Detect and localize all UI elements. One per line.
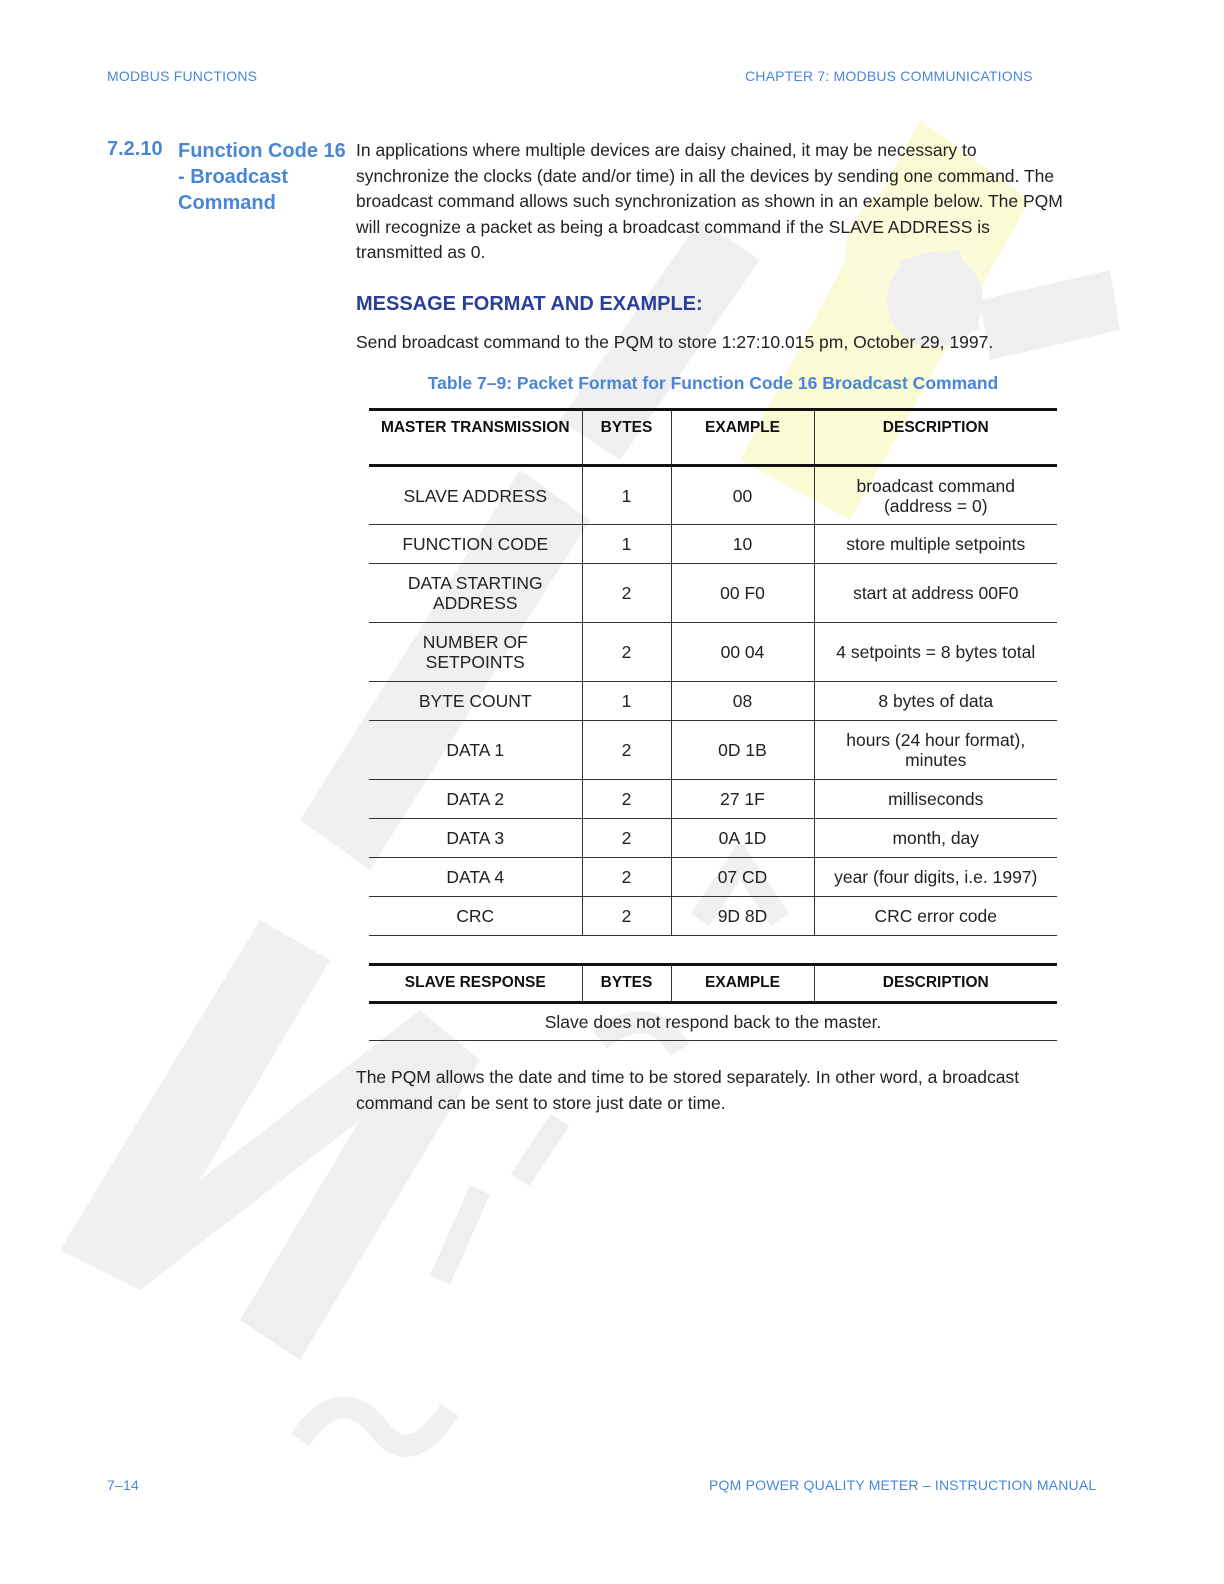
table-cell: 07 CD <box>671 858 814 897</box>
closing-paragraph: The PQM allows the date and time to be stored separately. In other word, a broadcast command can be sent to store just date or time. <box>356 1067 1020 1113</box>
table-cell: DATA 3 <box>446 828 505 848</box>
table-cell: store multiple setpoints <box>814 525 1057 564</box>
table-cell: 0A 1D <box>671 819 814 858</box>
table-cell: 1 <box>582 682 671 721</box>
table-row <box>369 682 1057 721</box>
column-header: EXAMPLE <box>671 965 814 1003</box>
table-cell: 2 <box>582 858 671 897</box>
table-row <box>369 1003 1057 1041</box>
table-row <box>369 525 1057 564</box>
slave-response-table <box>369 963 1057 1041</box>
column-header: DESCRIPTION <box>814 410 1057 466</box>
page-number: 7–14 <box>107 1477 139 1493</box>
table-cell: 00 <box>671 466 814 525</box>
table-cell: 08 <box>671 682 814 721</box>
table-cell: 00 04 <box>671 623 814 682</box>
table-cell: 10 <box>671 525 814 564</box>
table-cell: start at address 00F0 <box>814 564 1057 623</box>
table-cell: 2 <box>582 564 671 623</box>
example-description: Send broadcast command to the PQM to store 1:27:10.015 pm, October 29, 1997. <box>356 332 994 352</box>
table-row <box>369 780 1057 819</box>
subheading: MESSAGE FORMAT AND EXAMPLE: <box>356 293 703 315</box>
running-header-right: CHAPTER 7: MODBUS COMMUNICATIONS <box>745 68 1033 84</box>
table-cell: DATA 2 <box>446 789 505 809</box>
table-cell: CRC <box>456 906 495 926</box>
section-number: 7.2.10 <box>107 138 163 160</box>
table-row <box>369 858 1057 897</box>
table-cell: 2 <box>582 897 671 936</box>
table-cell: 4 setpoints = 8 bytes total <box>814 623 1057 682</box>
master-transmission-table <box>369 408 1057 936</box>
section-title: Function Code 16 - Broadcast Command <box>178 140 346 214</box>
table-caption: Table 7–9: Packet Format for Function Code 16 Broadcast Command <box>427 373 999 393</box>
table-row <box>369 466 1057 525</box>
table-cell: DATA STARTING ADDRESS <box>407 573 543 613</box>
table-cell: 1 <box>582 525 671 564</box>
table-cell: year (four digits, i.e. 1997) <box>814 858 1057 897</box>
table-cell: 00 F0 <box>671 564 814 623</box>
column-header: DESCRIPTION <box>814 965 1057 1003</box>
table-cell: 2 <box>582 623 671 682</box>
column-header: SLAVE RESPONSE <box>404 974 546 991</box>
table-row <box>369 897 1057 936</box>
column-header: MASTER TRANSMISSION <box>380 419 570 436</box>
table-cell: NUMBER OF SETPOINTS <box>422 632 528 672</box>
table-cell: broadcast command (address = 0) <box>814 466 1057 525</box>
table-cell: 27 1F <box>671 780 814 819</box>
table-cell: CRC error code <box>814 897 1057 936</box>
table-header-row <box>369 410 1057 466</box>
table-row <box>369 721 1057 780</box>
table-cell: 0D 1B <box>671 721 814 780</box>
table-cell: 1 <box>582 466 671 525</box>
column-header: BYTES <box>582 410 671 466</box>
table-cell: BYTE COUNT <box>418 691 532 711</box>
table-cell: 2 <box>582 721 671 780</box>
table-row <box>369 564 1057 623</box>
table-cell: FUNCTION CODE <box>402 534 549 554</box>
table-cell: 8 bytes of data <box>814 682 1057 721</box>
column-header: EXAMPLE <box>671 410 814 466</box>
table-header-row <box>369 965 1057 1003</box>
table-row <box>369 819 1057 858</box>
table-cell: 2 <box>582 780 671 819</box>
table-cell: DATA 4 <box>446 867 505 887</box>
table-cell: milliseconds <box>814 780 1057 819</box>
table-cell: hours (24 hour format), minutes <box>814 721 1057 780</box>
table-cell: 9D 8D <box>671 897 814 936</box>
running-header-left: MODBUS FUNCTIONS <box>107 68 258 84</box>
table-row <box>369 623 1057 682</box>
column-header: BYTES <box>582 965 671 1003</box>
table-cell: month, day <box>814 819 1057 858</box>
slave-response-note: Slave does not respond back to the master. <box>544 1012 882 1032</box>
table-cell: 2 <box>582 819 671 858</box>
table-cell: DATA 1 <box>446 740 505 760</box>
intro-paragraph: In applications where multiple devices are daisy chained, it may be necessary to synchronize the clocks (date and/or time) in all the devices by sending one command. The broadcast command allows such synchronization as shown in an example below. The PQM will recognize a packet as being a broadcast command if the SLAVE ADDRESS is transmitted as 0. <box>356 140 1063 263</box>
running-footer-right: PQM POWER QUALITY METER – INSTRUCTION MANUAL <box>709 1477 1097 1493</box>
table-cell: SLAVE ADDRESS <box>403 485 548 506</box>
